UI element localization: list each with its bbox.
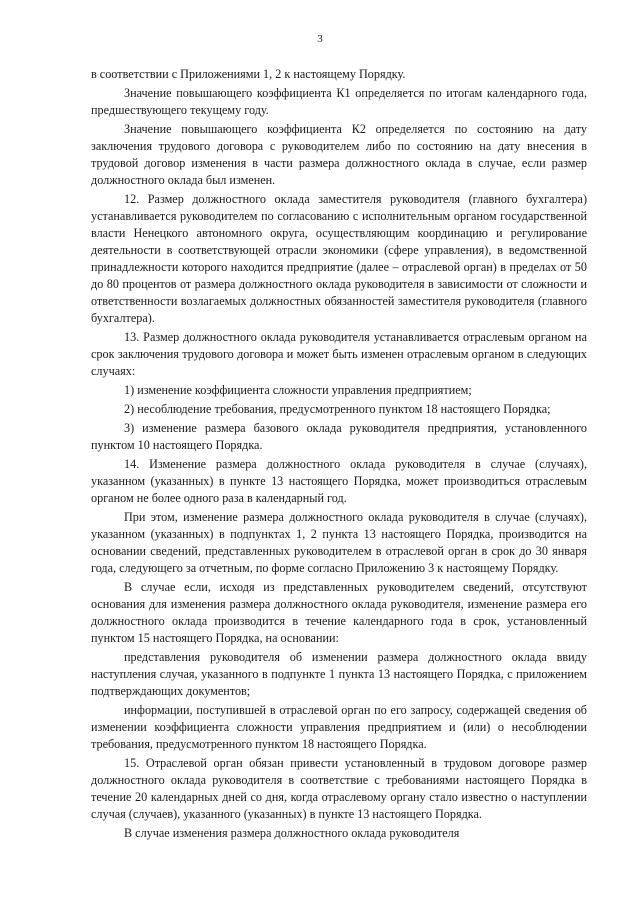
paragraph-basis-1: представления руководителя об изменении размера должностного оклада ввиду наступления случая, указанного в подпункте 1 пункта 13 настоящего Порядка, с приложением подтверждающих документов; <box>91 650 587 698</box>
paragraph-13: 13. Размер должностного оклада руководителя устанавливается отраслевым органом на срок заключения трудового договора и может быть изменен отраслевым органом в следующих случаях: <box>91 330 587 378</box>
paragraph-14: 14. Изменение размера должностного оклада руководителя в случае (случаях), указанном (указанных) в пункте 13 настоящего Порядка, может производиться отраслевым органом не более одного раза в календарный год. <box>91 457 587 505</box>
paragraph-basis-2: информации, поступившей в отраслевой орган по его запросу, содержащей сведения об изменении коэффициента сложности управления предприятием и (или) о несоблюдении требования, предусмотренного пунктом 18 настоящего Порядка. <box>91 703 587 751</box>
paragraph-13-item-1: 1) изменение коэффициента сложности управления предприятием; <box>124 383 472 397</box>
paragraph-continuation: в соответствии с Приложениями 1, 2 к настоящему Порядку. <box>91 67 406 81</box>
paragraph-15-continued: В случае изменения размера должностного оклада руководителя <box>124 826 460 840</box>
paragraph-k2: Значение повышающего коэффициента К2 определяется по состоянию на дату заключения трудового договора с руководителем либо по состоянию на дату внесения в трудовой договор изменения в части размера должностного оклада в случае, если размер должностного оклада был изменен. <box>91 122 587 187</box>
paragraph-14-detail: При этом, изменение размера должностного оклада руководителя в случае (случаях), указанном (указанных) в подпунктах 1, 2 пункта 13 настоящего Порядка, производится на основании сведений, представленных руководителем в отраслевой орган в срок до 30 января года, следующего за отчетным, по форме согласно Приложению 3 к настоящему Порядку. <box>91 510 587 575</box>
paragraph-13-item-2: 2) несоблюдение требования, предусмотренного пунктом 18 настоящего Порядка; <box>124 402 551 416</box>
document-body <box>91 66 587 842</box>
paragraph-13-item-3: 3) изменение размера базового оклада руководителя предприятия, установленного пунктом 10 настоящего Порядка. <box>91 421 587 452</box>
paragraph-12: 12. Размер должностного оклада заместителя руководителя (главного бухгалтера) устанавливается руководителем по согласованию с исполнительным органом государственной власти Ненецкого автономного округа, осуществляющим координацию и регулирование деятельности в соответствующей отрасли экономики (сфере управления), в ведомственной принадлежности которого находится предприятие (далее – отраслевой орган) в пределах от 50 до 80 процентов от размера должностного оклада руководителя в зависимости от сложности и ответственности возлагаемых должностных обязанностей заместителя руководителя (главного бухгалтера). <box>91 192 587 325</box>
paragraph-15: 15. Отраслевой орган обязан привести установленный в трудовом договоре размер должностного оклада руководителя в соответствие с требованиями настоящего Порядка в течение 20 календарных дней со дня, когда отраслевому органу стало известно о наступлении случая (случаев), указанного (указанных) в пункте 13 настоящего Порядка. <box>91 756 587 821</box>
paragraph-14-case: В случае если, исходя из представленных руководителем сведений, отсутствуют основания для изменения размера должностного оклада руководителя, изменение размера его должностного оклада производится в течение календарного года в срок, установленный пунктом 15 настоящего Порядка, на основании: <box>91 580 587 645</box>
paragraph-k1: Значение повышающего коэффициента К1 определяется по итогам календарного года, предшествующего текущему году. <box>91 86 587 117</box>
page-number: 3 <box>317 33 323 45</box>
